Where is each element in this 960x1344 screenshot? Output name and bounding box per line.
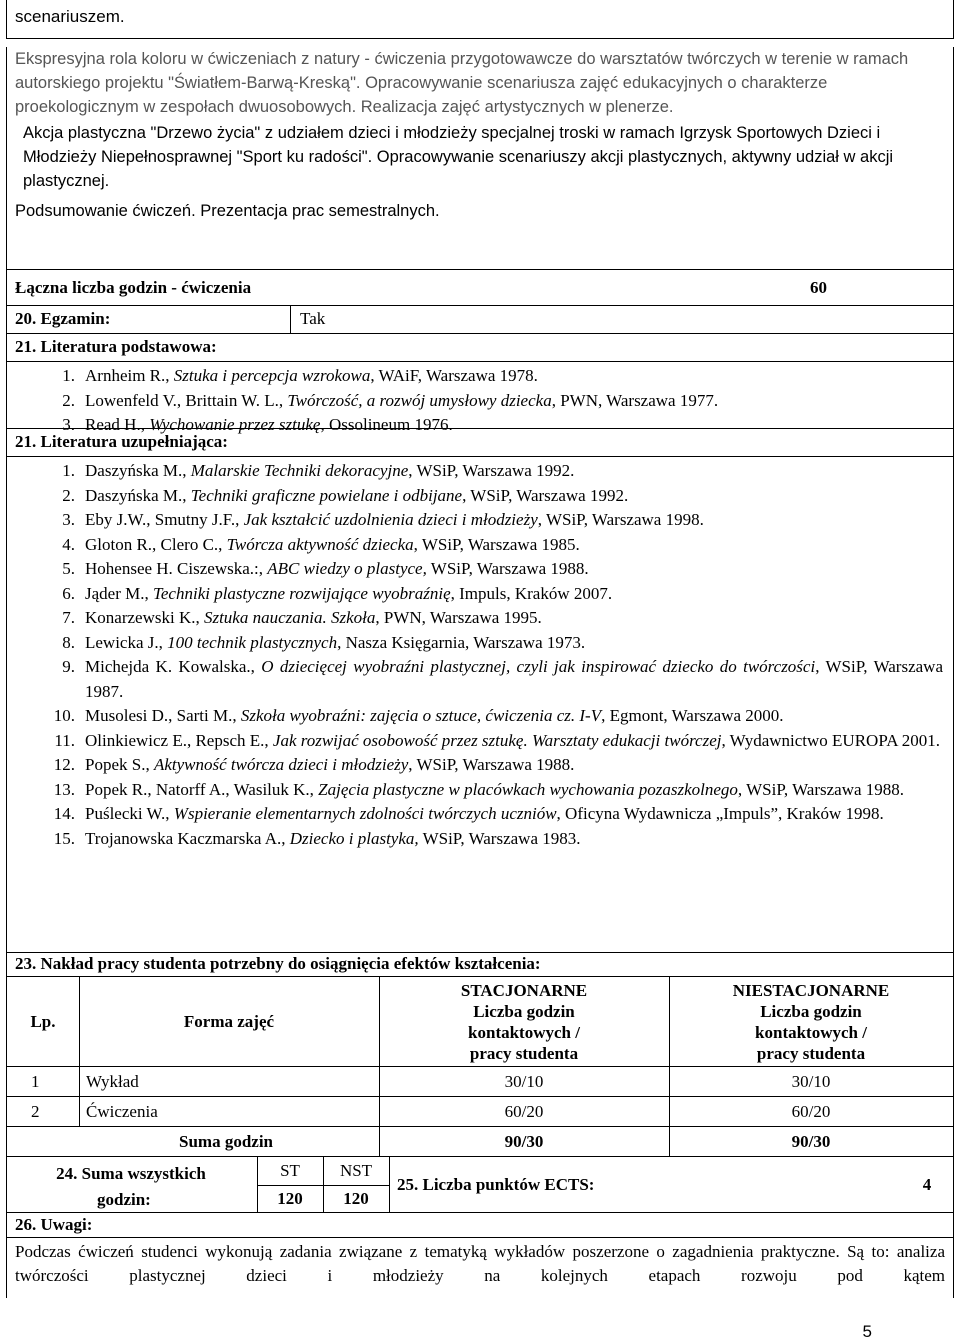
exam-row	[6, 306, 954, 334]
exam-value: Tak	[300, 309, 326, 328]
top-continuation-row	[6, 0, 954, 39]
workload-heading: 23. Nakład pracy studenta potrzebny do osiągnięcia efektów kształcenia:	[15, 954, 541, 973]
lit-extra-item: 9. Michejda K. Kowalska., O dziecięcej wyobraźni plastycznej, czyli jak inspirować dziecko do twórczości, WSiP, Warszawa 1987.	[62, 657, 943, 701]
lit-basic-heading: 21. Literatura podstawowa:	[15, 337, 217, 356]
exercise-paragraph-3: Podsumowanie ćwiczeń. Prezentacja prac semestralnych.	[15, 202, 440, 220]
lit-extra-item: 6. Jąder M., Techniki plastyczne rozwijające wyobraźnię, Impuls, Kraków 2007.	[62, 583, 613, 603]
lit-extra-item: 15. Trojanowska Kaczmarska A., Dziecko i plastyka, WSiP, Warszawa 1983.	[53, 828, 581, 848]
nst-value: 120	[343, 1189, 369, 1208]
exercise-paragraph-2: Akcja plastyczna "Drzewo życia" z udziałem dzieci i młodzieży specjalnej troski w ramach Igrzysk Sportowych Dzieci i Młodzieży Niepełnosprawnej "Sport ku radości". Opracowywanie scenariuszy akcji plastycznych, aktywny udział w akcji plastycznej.	[23, 124, 894, 190]
lit-extra-heading-row	[6, 429, 954, 457]
page-number: 5	[862, 1322, 872, 1341]
workload-sum-row	[6, 1127, 954, 1157]
lit-extra-item: 10. Musolesi D., Sarti M., Szkoła wyobraźni: zajęcia o sztuce, ćwiczenia cz. I-V, Egmont, Warszawa 2000.	[53, 706, 784, 725]
lit-extra-item: 12. Popek S., Aktywność twórcza dzieci i młodzieży, WSiP, Warszawa 1988.	[53, 755, 575, 774]
workload-row: 1 Wykład 30/10 30/10	[6, 1067, 954, 1097]
syllabus-page	[6, 0, 954, 1298]
exercises-content	[6, 47, 954, 270]
lit-extra-item: 3. Eby J.W., Smutny J.F., Jak kształcić uzdolnienia dzieci i młodzieży, WSiP, Warszawa 1998.	[62, 510, 704, 529]
st-label: ST	[280, 1161, 300, 1180]
lit-extra-item: 5. Hohensee H. Ciszewska.:, ABC wiedzy o plastyce, WSiP, Warszawa 1988.	[62, 559, 589, 578]
st-value: 120	[277, 1189, 303, 1208]
col-form-header: Forma zajęć	[183, 1012, 275, 1031]
lit-extra-heading: 21. Literatura uzupełniająca:	[15, 432, 228, 451]
exam-label: 20. Egzamin:	[15, 309, 111, 328]
continuation-text: scenariuszem.	[15, 7, 125, 26]
lit-extra-item: 8. Lewicka J., 100 technik plastycznych, Nasza Księgarnia, Warszawa 1973.	[62, 632, 586, 652]
ects-label: 25. Liczba punktów ECTS:	[397, 1175, 595, 1194]
lit-basic-item: 3. Read H., Wychowanie przez sztukę, Ossolineum 1976.	[62, 415, 453, 434]
total-hours-value: 60	[810, 278, 827, 297]
lit-extra-item: 11. Olinkiewicz E., Repsch E., Jak rozwijać osobowość przez sztukę. Warsztaty edukacji twórczej, Wydawnictwo EUROPA 2001.	[54, 730, 941, 750]
total-hours-row	[6, 270, 954, 306]
lit-extra-item: 14. Puślecki W., Wspieranie elementarnych zdolności twórczych uczniów, Oficyna Wydawnicza „Impuls”, Kraków 1998.	[53, 804, 884, 823]
workload-row: 2 Ćwiczenia 60/20 60/20	[6, 1097, 954, 1127]
exercise-paragraph-1: Ekspresyjna rola koloru w ćwiczeniach z natury - ćwiczenia przygotowawcze do warsztatów twórczych w terenie w ramach autorskiego projektu "Światłem-Barwą-Kreską". Opracowywanie scenariusza zajęć edukacyjnych o charakterze proekologicznym w zespołach dwuosobowych. Realizacja zajęć artystycznych w plenerze.	[15, 50, 909, 116]
remarks-heading-row	[6, 1213, 954, 1238]
totals-row	[6, 1157, 954, 1213]
lit-extra-item: 1. Daszyńska M., Malarskie Techniki dekoracyjne, WSiP, Warszawa 1992.	[62, 461, 575, 480]
lit-basic-list	[6, 362, 954, 434]
lit-extra-item: 7. Konarzewski K., Sztuka nauczania. Szkoła, PWN, Warszawa 1995.	[62, 608, 542, 627]
lit-basic-heading-row	[6, 334, 954, 362]
ects-value: 4	[922, 1175, 932, 1194]
lit-extra-item: 2. Daszyńska M., Techniki graficzne powielane i odbijane, WSiP, Warszawa 1992.	[62, 485, 629, 505]
col-lp-header: Lp.	[30, 1012, 56, 1031]
niestac-header: NIESTACJONARNE Liczba godzin kontaktowych / pracy studenta	[732, 980, 890, 1063]
sum-stac: 90/30	[504, 1132, 544, 1151]
exam-divider	[290, 306, 291, 333]
nst-label: NST	[339, 1161, 373, 1180]
total-hours-label: Łączna liczba godzin - ćwiczenia	[15, 278, 252, 297]
lit-extra-item: 13. Popek R., Natorff A., Wasiluk K., Zajęcia plastyczne w placówkach wychowania pozaszkolnego, WSiP, Warszawa 1988.	[53, 779, 905, 799]
workload-header-row	[6, 977, 954, 1067]
remarks-heading: 26. Uwagi:	[15, 1215, 93, 1234]
lit-extra-list	[6, 457, 954, 953]
remarks-text: Podczas ćwiczeń studenci wykonują zadania związane z tematyką wykładów poszerzone o zagadnienia praktyczne. Są to: analiza twórczości plastycznej dzieci i młodzieży na kolejnych etapach rozwoju pod kątem	[15, 1242, 945, 1285]
workload-heading-row	[6, 953, 954, 977]
lit-basic-item: 2. Lowenfeld V., Brittain W. L., Twórczość, a rozwój umysłowy dziecka, PWN, Warszawa 1977.	[62, 390, 719, 410]
stac-header: STACJONARNE Liczba godzin kontaktowych / pracy studenta	[460, 980, 588, 1063]
lit-basic-item: 1. Arnheim R., Sztuka i percepcja wzrokowa, WAiF, Warszawa 1978.	[62, 366, 538, 385]
lit-extra-item: 4. Gloton R., Clero C., Twórcza aktywność dziecka, WSiP, Warszawa 1985.	[62, 534, 580, 554]
remarks-text-row	[6, 1238, 954, 1298]
totals-label: 24. Suma wszystkich godzin:	[56, 1164, 206, 1209]
sum-label: Suma godzin	[179, 1132, 273, 1151]
sum-niestac: 90/30	[791, 1132, 831, 1151]
